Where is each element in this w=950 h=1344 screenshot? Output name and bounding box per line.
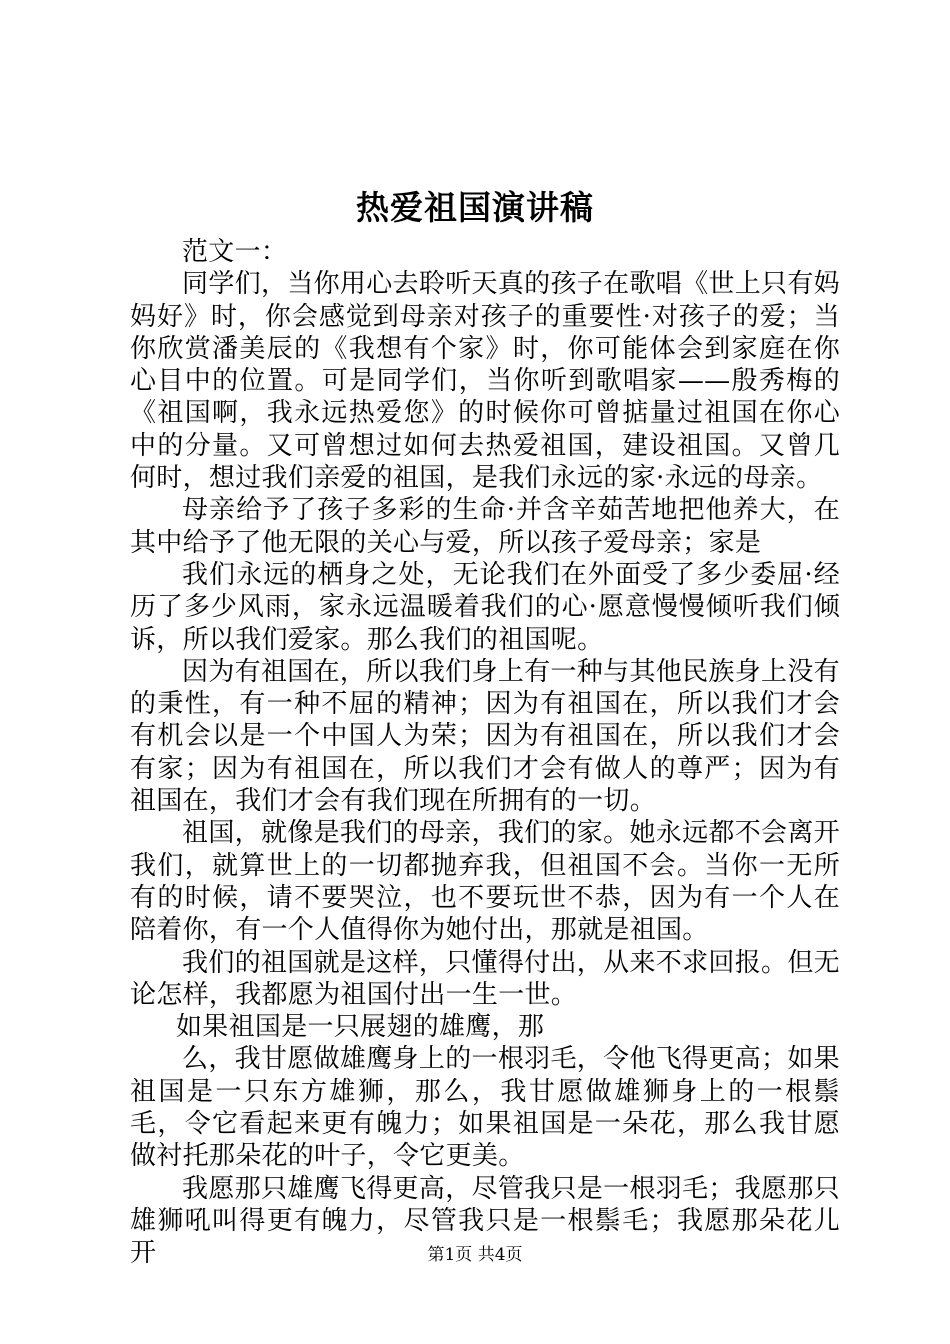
page-footer: 第1页 共4页 xyxy=(427,1245,523,1265)
paragraph: 我们永远的栖身之处，无论我们在外面受了多少委屈·经历了多少风雨，家永远温暖着我们的心·愿意慢慢倾听我们倾诉，所以我们爱家。那么我们的祖国呢。 xyxy=(130,559,840,655)
paragraph: 因为有祖国在，所以我们身上有一种与其他民族身上没有的秉性，有一种不屈的精神；因为有祖国在，所以我们才会有机会以是一个中国人为荣；因为有祖国在，所以我们才会有家；因为有祖国在，所以我们才会有做人的尊严；因为有祖国在，我们才会有我们现在所拥有的一切。 xyxy=(130,656,840,817)
paragraph: 如果祖国是一只展翅的雄鹰，那 xyxy=(176,1012,545,1043)
paragraph: 我愿那只雄鹰飞得更高，尽管我只是一根羽毛；我愿那只雄狮吼叫得更有魄力，尽管我只是一根鬃毛；我愿那朵花儿开 xyxy=(130,1173,840,1269)
document-body xyxy=(130,236,840,1270)
paragraph: 我们的祖国就是这样，只懂得付出，从来不求回报。但无论怎样，我都愿为祖国付出一生一世。 xyxy=(130,947,840,1010)
paragraph: 祖国，就像是我们的母亲，我们的家。她永远都不会离开我们，就算世上的一切都抛弃我，但祖国不会。当你一无所有的时候，请不要哭泣，也不要玩世不恭，因为有一个人在陪着你，有一个人值得你为她付出，那就是祖国。 xyxy=(130,818,840,946)
document-title: 热爱祖国演讲稿 xyxy=(356,188,594,227)
paragraph: 么，我甘愿做雄鹰身上的一根羽毛，令他飞得更高；如果祖国是一只东方雄狮，那么，我甘愿做雄狮身上的一根鬃毛，令它看起来更有魄力；如果祖国是一朵花，那么我甘愿做衬托那朵花的叶子，令它更美。 xyxy=(130,1044,840,1172)
paragraph: 母亲给予了孩子多彩的生命·并含辛茹苦地把他养大，在其中给予了他无限的关心与爱，所以孩子爱母亲；家是 xyxy=(130,495,840,558)
paragraph-heading: 范文一： xyxy=(182,237,288,267)
paragraph: 同学们，当你用心去聆听天真的孩子在歌唱《世上只有妈妈好》时，你会感觉到母亲对孩子的重要性·对孩子的爱；当你欣赏潘美辰的《我想有个家》时，你可能体会到家庭在你心目中的位置。可是同学们，当你听到歌唱家——殷秀梅的《祖国啊，我永远热爱您》的时候你可曾掂量过祖国在你心中的分量。又可曾想过如何去热爱祖国，建设祖国。又曾几何时，想过我们亲爱的祖国，是我们永远的家·永远的母亲。 xyxy=(130,269,840,494)
